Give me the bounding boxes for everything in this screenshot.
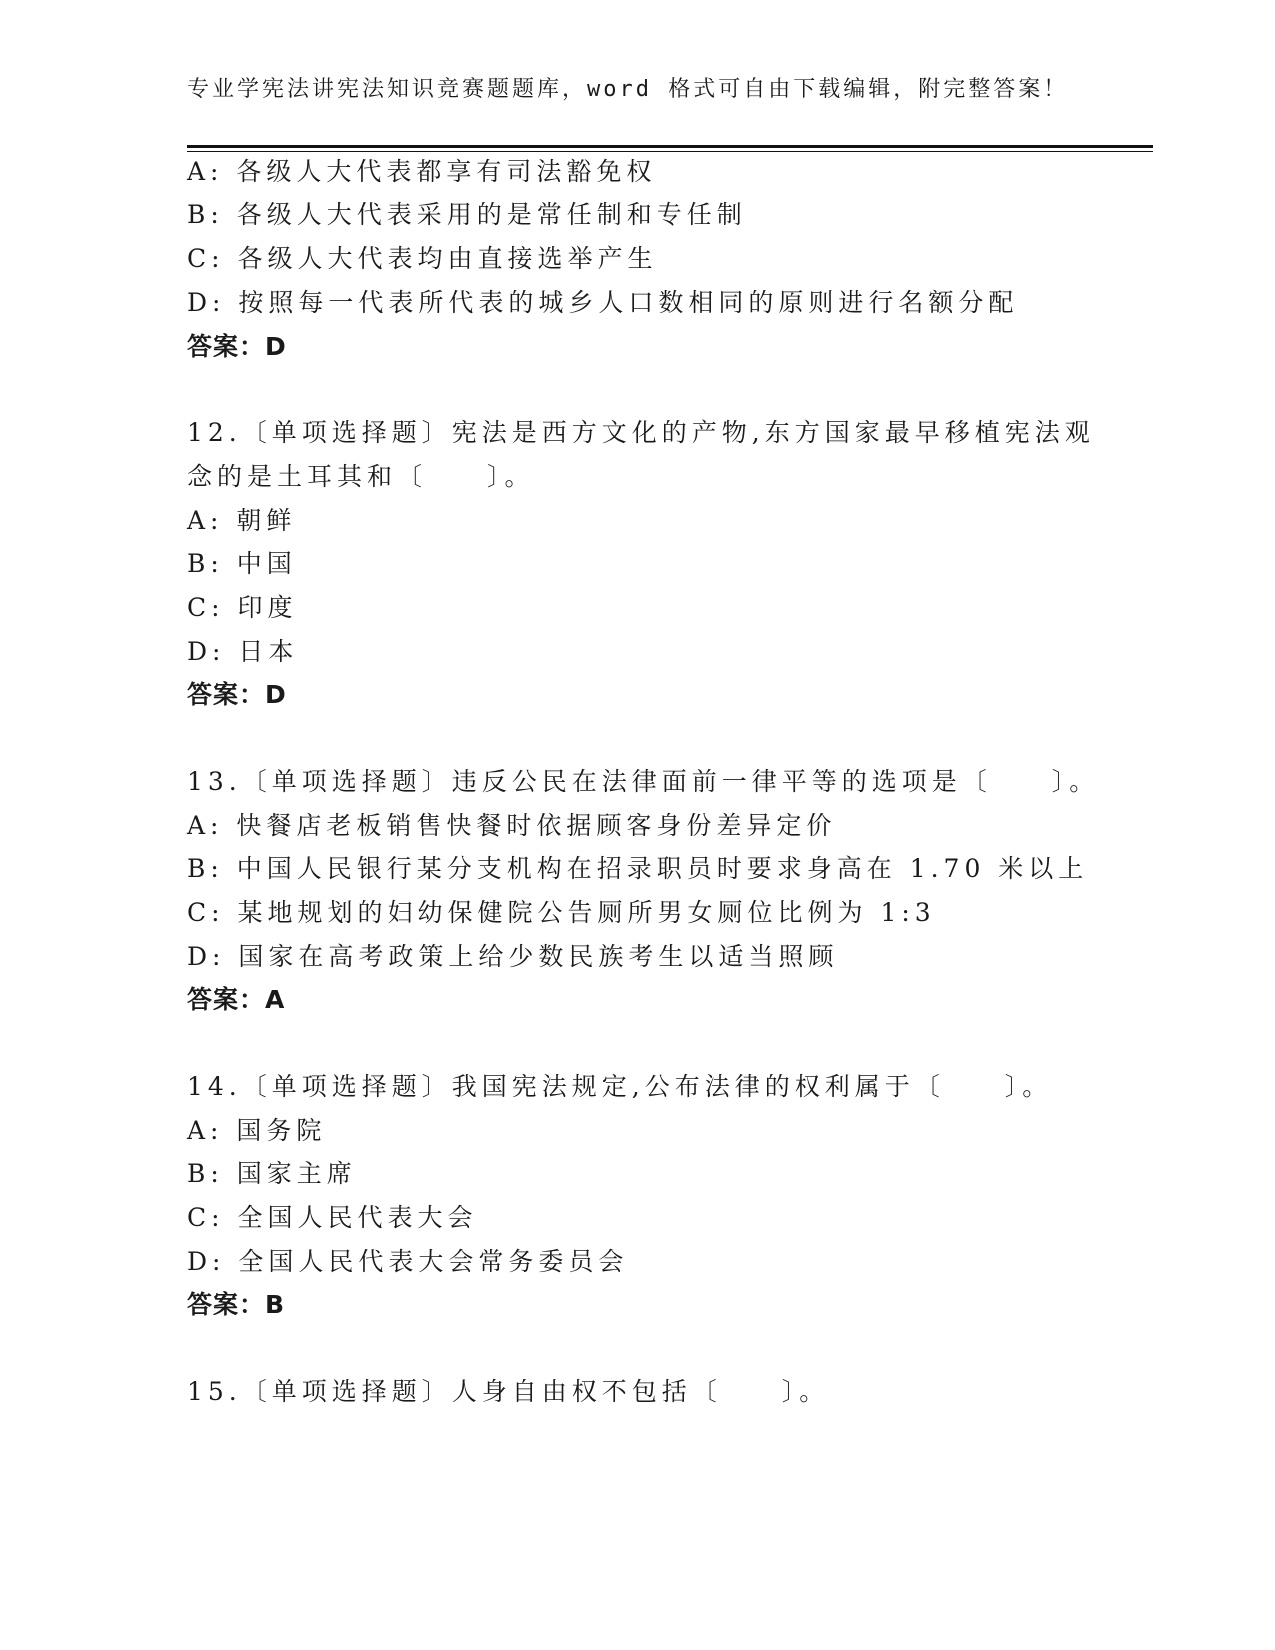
q13-stem-line1: 13.〔单项选择题〕违反公民在法律面前一律平等的选项是〔 〕。 bbox=[187, 767, 1100, 796]
q14-option-d: D: 全国人民代表大会常务委员会 bbox=[187, 1247, 629, 1276]
q11-option-a: A: 各级人大代表都享有司法豁免权 bbox=[187, 157, 657, 186]
q13-option-c: C: 某地规划的妇幼保健院公告厕所男女厕位比例为 1:3 bbox=[187, 898, 936, 927]
q14-answer: 答案：B bbox=[187, 1290, 286, 1319]
q12-option-a: A: 朝鲜 bbox=[187, 506, 297, 535]
q12-option-d: D: 日本 bbox=[187, 637, 299, 666]
q11-answer: 答案：D bbox=[187, 332, 287, 361]
q12-answer: 答案：D bbox=[187, 680, 287, 709]
q13-answer: 答案：A bbox=[187, 985, 286, 1014]
q12-stem-line2: 念的是土耳其和〔 〕。 bbox=[187, 462, 535, 491]
q14-stem-line1: 14.〔单项选择题〕我国宪法规定,公布法律的权利属于〔 〕。 bbox=[187, 1072, 1053, 1101]
q12-option-b: B: 中国 bbox=[187, 549, 297, 578]
q11-option-c: C: 各级人大代表均由直接选举产生 bbox=[187, 244, 658, 273]
q14-option-c: C: 全国人民代表大会 bbox=[187, 1203, 478, 1232]
q15-stem-line1: 15.〔单项选择题〕人身自由权不包括〔 〕。 bbox=[187, 1377, 830, 1406]
page-header: 专业学宪法讲宪法知识竞赛题题库，word 格式可自由下载编辑，附完整答案！ bbox=[187, 77, 1069, 102]
q14-option-b: B: 国家主席 bbox=[187, 1159, 357, 1188]
header-rule-thin bbox=[187, 151, 1153, 152]
q14-option-a: A: 国务院 bbox=[187, 1116, 327, 1145]
q12-option-c: C: 印度 bbox=[187, 593, 298, 622]
q11-option-b: B: 各级人大代表采用的是常任制和专任制 bbox=[187, 200, 747, 229]
q12-stem-line1: 12.〔单项选择题〕宪法是西方文化的产物,东方国家最早移植宪法观 bbox=[187, 418, 1095, 447]
header-rule-thick bbox=[187, 145, 1153, 148]
q13-option-d: D: 国家在高考政策上给少数民族考生以适当照顾 bbox=[187, 942, 839, 971]
q13-option-a: A: 快餐店老板销售快餐时依据顾客身份差异定价 bbox=[187, 811, 837, 840]
q13-option-b: B: 中国人民银行某分支机构在招录职员时要求身高在 1.70 米以上 bbox=[187, 854, 1089, 883]
q11-option-d: D: 按照每一代表所代表的城乡人口数相同的原则进行名额分配 bbox=[187, 288, 1019, 317]
